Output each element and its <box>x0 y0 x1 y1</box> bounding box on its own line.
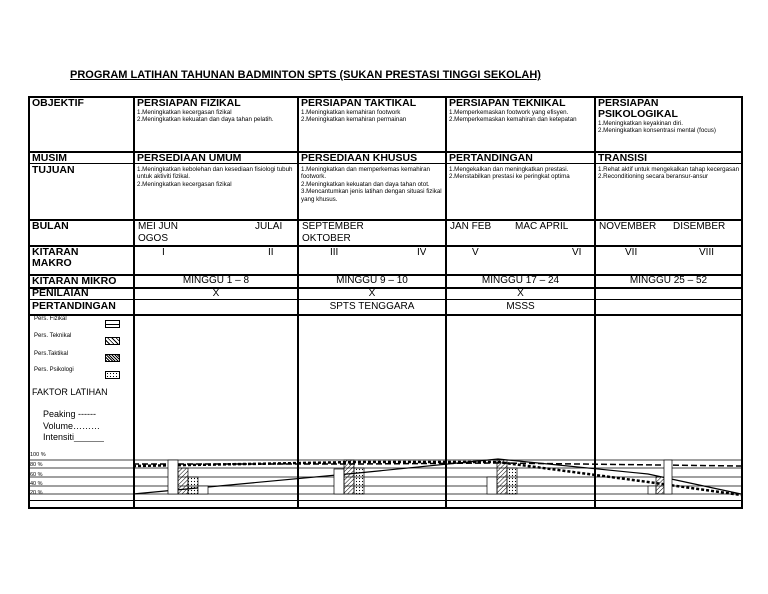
legend-taktikal-label: Pers.Taktikal <box>34 351 69 357</box>
bulan-september: SEPTEMBER <box>302 221 364 232</box>
pertandingan-spts: SPTS TENGGARA <box>329 301 415 312</box>
objektif-psikologikal: PERSIAPAN PSIKOLOGIKAL 1.Meningkatkan keyakinan diri. 2.Meningkatkan konsentrasi mental (focus) <box>598 98 716 135</box>
mikro-2: MINGGU 9 – 10 <box>336 275 408 286</box>
bulan-oktober: OKTOBER <box>302 233 351 244</box>
makro-6: VI <box>572 247 582 258</box>
tujuan-2: 1.Meningkatkan dan memperkemas kemahiran footwork. 2.Meningkatkan kekuatan dan daya tahan otot. 3.Mencantumkan jenis latihan dengan situasi fizikal yang khusus. <box>301 166 442 203</box>
page-title: PROGRAM LATIHAN TAHUNAN BADMINTON SPTS (SUKAN PRESTASI TINGGI SEKOLAH) <box>70 69 541 81</box>
label-tujuan: TUJUAN <box>32 165 75 176</box>
penilaian-2: X <box>368 288 376 299</box>
musim-3: PERTANDINGAN <box>449 153 533 164</box>
training-plan-table <box>28 96 743 508</box>
legend-teknikal-label: Pers. Teknikal <box>34 333 72 339</box>
penilaian-3: X <box>517 288 524 299</box>
label-bulan: BULAN <box>32 221 69 232</box>
bulan-julai: JULAI <box>255 221 283 232</box>
bulan-november: NOVEMBER <box>599 221 657 232</box>
makro-4: IV <box>417 247 427 258</box>
bars-teknikal-cluster <box>487 460 517 494</box>
objektif-fizikal: PERSIAPAN FIZIKAL 1.Meningkatkan kecergasan fizikal 2.Meningkatkan kekuatan dan daya tahan pelatih. <box>137 98 274 124</box>
label-penilaian: PENILAIAN <box>32 288 89 299</box>
pct-80: 80 % <box>30 462 43 468</box>
penilaian-1: X <box>212 288 220 299</box>
makro-5: V <box>472 247 479 258</box>
pct-40: 40 % <box>30 481 43 487</box>
pct-20: 20 % <box>30 490 43 496</box>
tujuan-4: 1.Rehat aktif untuk mengekalkan tahap kecergasan 2.Reconditioning secara beransur-ansur <box>598 166 740 181</box>
bulan-mac-april: MAC APRIL <box>515 221 569 232</box>
objektif-teknikal: PERSIAPAN TEKNIKAL 1.Memperkemaskan footwork yang efisyen. 2.Memperkemaskan kemahiran dan ketepatan <box>449 98 577 124</box>
label-objektif: OBJEKTIF <box>32 98 84 109</box>
mikro-1: MINGGU 1 – 8 <box>182 275 250 286</box>
bulan-disember: DISEMBER <box>673 221 726 232</box>
faktor-latihan-title: FAKTOR LATIHAN <box>32 387 108 397</box>
makro-2: II <box>268 247 274 258</box>
faktor-peaking: Peaking ------ <box>43 409 97 419</box>
musim-2: PERSEDIAAN KHUSUS <box>301 153 418 164</box>
bars-taktikal-cluster <box>334 460 364 494</box>
objektif-taktikal: PERSIAPAN TAKTIKAL 1.Meningkatkan kemahiran footwork 2.Meningkatkan kemahiran permainan <box>301 98 417 124</box>
mikro-3: MINGGU 17 – 24 <box>481 275 560 286</box>
label-musim: MUSIM <box>32 153 67 164</box>
mikro-4: MINGGU 25 – 52 <box>629 275 708 286</box>
legend-psikologi-label: Pers. Psikologi <box>34 367 74 373</box>
bulan-mei-jun: MEI JUN <box>138 221 178 232</box>
label-pertandingan: PERTANDINGAN <box>32 301 116 312</box>
bulan-ogos: OGOS <box>138 233 169 244</box>
tujuan-3: 1.Mengekalkan dan meningkatkan prestasi. 2.Menstabilkan prestasi ke peringkat optima <box>449 166 570 181</box>
faktor-volume: Volume……… <box>43 421 101 431</box>
makro-3: III <box>330 247 339 258</box>
pct-100: 100 % <box>30 452 46 458</box>
periodization-graph <box>28 96 743 508</box>
label-kitaran-makro: KITARAN MAKRO <box>32 247 79 269</box>
pertandingan-msss: MSSS <box>506 301 535 312</box>
bulan-jan-feb: JAN FEB <box>450 221 492 232</box>
makro-1: I <box>162 247 165 258</box>
label-kitaran-mikro: KITARAN MIKRO <box>32 276 117 287</box>
musim-4: TRANSISI <box>598 153 648 164</box>
makro-8: VIII <box>699 247 715 258</box>
pct-60: 60 % <box>30 472 43 478</box>
makro-7: VII <box>625 247 638 258</box>
tujuan-1: 1.Meningkatkan kebolehan dan kesediaan fisiologi tubuh untuk aktiviti fizikal. 2.Meningkatkan kecergasan fizikal <box>137 166 293 188</box>
musim-1: PERSEDIAAN UMUM <box>137 153 242 164</box>
legend-fizikal-label: Pers. Fizikal <box>34 316 67 322</box>
faktor-intensiti: Intensiti______ <box>43 432 105 442</box>
